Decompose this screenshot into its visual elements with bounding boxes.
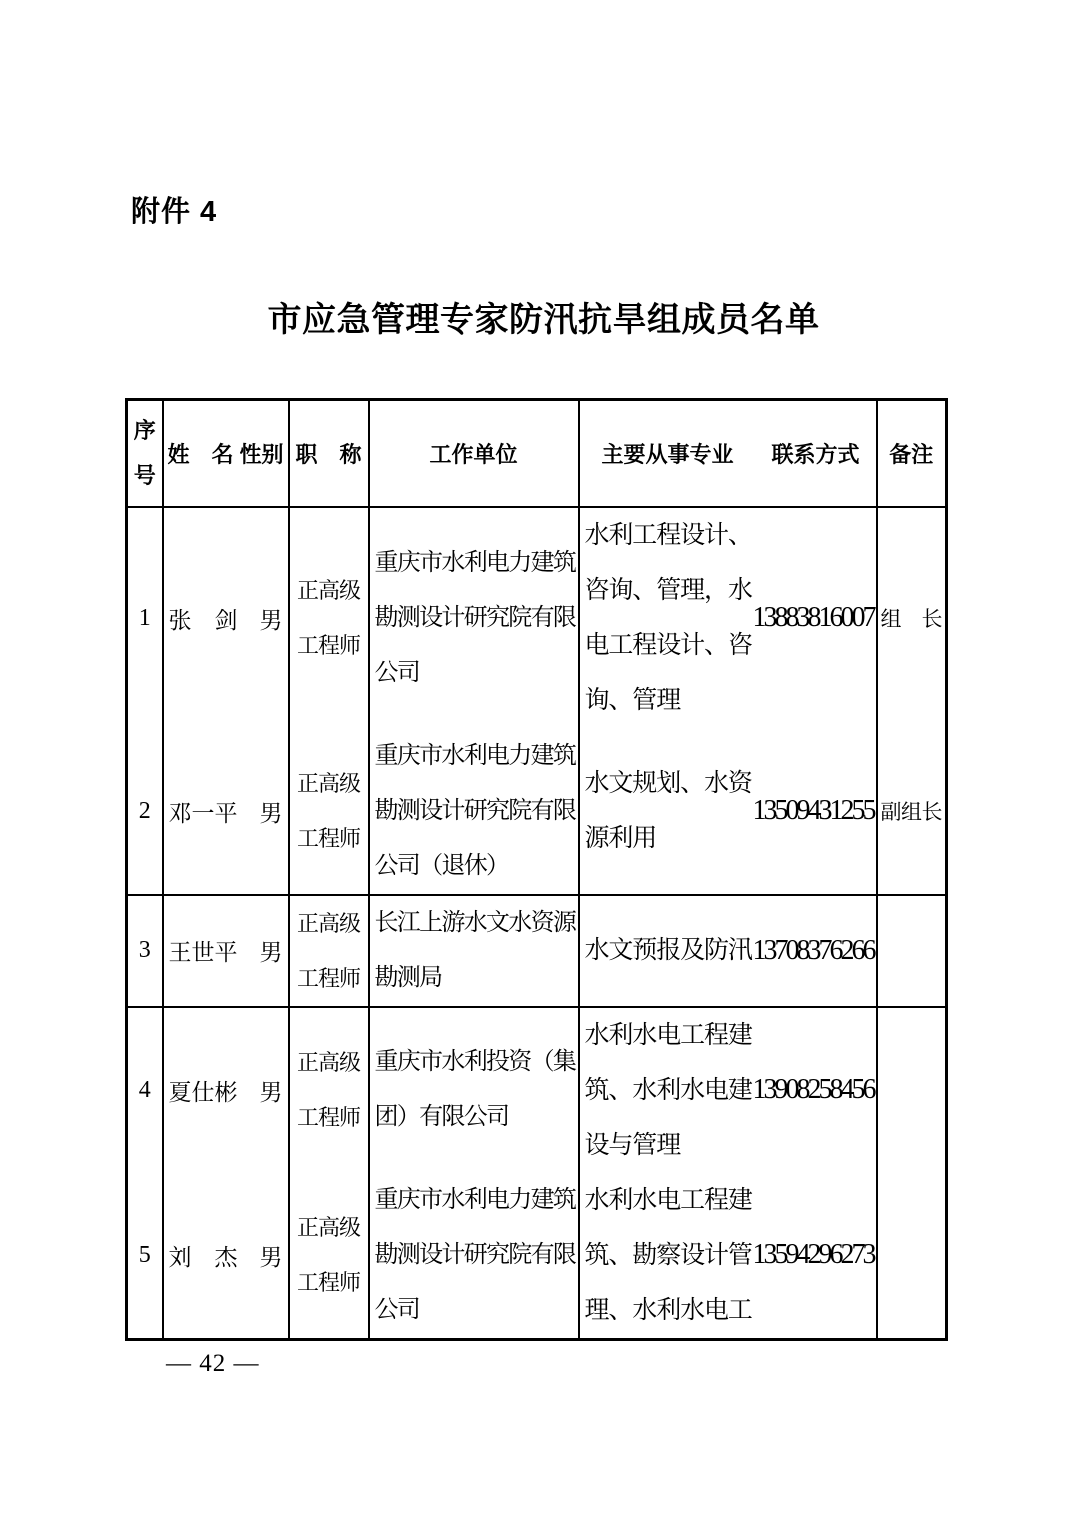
phone-number: 13594296273 xyxy=(752,1239,874,1270)
cell-name-gender xyxy=(163,507,289,729)
member-name: 王世平 xyxy=(168,940,238,965)
cell-index: 4 xyxy=(127,1007,163,1173)
cell-work-unit: 重庆市水利电力建筑勘测设计研究院有限公司 xyxy=(369,507,579,729)
cell-work-unit: 长江上游水文水资源勘测局 xyxy=(369,895,579,1007)
specialty-text: 水文预报及防汛 xyxy=(584,937,752,964)
header-remark: 备注 xyxy=(877,400,947,507)
specialty-text: 水利水电工程建筑、勘察设计管理、水利水电工 xyxy=(584,1186,752,1324)
member-gender: 男 xyxy=(259,800,283,826)
phone-number: 13908258456 xyxy=(752,1074,874,1105)
header-index xyxy=(127,400,163,507)
specialty-text: 水利水电工程建筑、水利水电建设与管理 xyxy=(584,1021,752,1159)
cell-job-title: 正高级 工程师 xyxy=(289,895,369,1007)
members-table xyxy=(125,398,948,1341)
cell-specialty-contact xyxy=(579,1007,877,1173)
document-title: 市应急管理专家防汛抗旱组成员名单 xyxy=(267,302,820,339)
table-row xyxy=(127,507,947,729)
table-row xyxy=(127,729,947,895)
cell-index: 5 xyxy=(127,1173,163,1340)
cell-work-unit: 重庆市水利电力建筑勘测设计研究院有限公司（退休） xyxy=(369,729,579,895)
cell-work-unit: 重庆市水利电力建筑勘测设计研究院有限公司 xyxy=(369,1173,579,1340)
cell-index: 3 xyxy=(127,895,163,1007)
member-name: 张 剑 xyxy=(168,607,238,633)
cell-job-title: 正高级 工程师 xyxy=(289,1007,369,1173)
header-name-gender: 姓 名 性别 xyxy=(163,400,289,507)
cell-remark: 副组长 xyxy=(877,729,947,895)
cell-job-title: 正高级 工程师 xyxy=(289,729,369,895)
cell-index: 1 xyxy=(127,507,163,729)
cell-specialty-contact xyxy=(579,507,877,729)
phone-number: 13708376266 xyxy=(752,934,874,966)
member-gender: 男 xyxy=(259,940,283,965)
header-specialty-contact xyxy=(579,400,877,507)
header-job-title: 职 称 xyxy=(289,400,369,507)
attachment-label: 附件 4 xyxy=(131,196,218,228)
cell-name-gender xyxy=(163,729,289,895)
cell-remark xyxy=(877,1007,947,1173)
table-row xyxy=(127,1173,947,1340)
member-gender: 男 xyxy=(259,1079,283,1105)
cell-name-gender xyxy=(163,1173,289,1340)
cell-name-gender xyxy=(163,895,289,1007)
member-name: 刘 杰 xyxy=(168,1244,238,1270)
footer-page-number: — 42 — xyxy=(166,1350,260,1377)
cell-specialty-contact xyxy=(579,729,877,895)
cell-work-unit: 重庆市水利投资（集团）有限公司 xyxy=(369,1007,579,1173)
header-work-unit: 工作单位 xyxy=(369,400,579,507)
cell-job-title: 正高级 工程师 xyxy=(289,507,369,729)
cell-job-title: 正高级 工程师 xyxy=(289,1173,369,1340)
header-contact: 联系方式 xyxy=(771,441,860,467)
header-index-bottom: 号 xyxy=(133,463,156,489)
member-gender: 男 xyxy=(259,607,283,633)
specialty-text: 水文规划、水资源利用 xyxy=(584,770,752,852)
cell-remark: 组 长 xyxy=(877,507,947,729)
member-name: 邓一平 xyxy=(168,800,238,826)
table-row xyxy=(127,895,947,1007)
phone-number: 13883816007 xyxy=(752,602,874,633)
table-header-row xyxy=(127,400,947,507)
cell-specialty-contact xyxy=(579,895,877,1007)
cell-remark xyxy=(877,895,947,1007)
cell-name-gender xyxy=(163,1007,289,1173)
member-name: 夏仕彬 xyxy=(168,1079,238,1105)
header-index-top: 序 xyxy=(133,418,156,444)
cell-remark xyxy=(877,1173,947,1340)
header-specialty: 主要从事专业 xyxy=(601,441,734,467)
cell-specialty-contact xyxy=(579,1173,877,1340)
cell-index: 2 xyxy=(127,729,163,895)
member-gender: 男 xyxy=(259,1244,283,1270)
phone-number: 13509431255 xyxy=(752,795,874,826)
table-row xyxy=(127,1007,947,1173)
specialty-text: 水利工程设计、咨询、管理，水电工程设计、咨询、管理 xyxy=(584,522,752,714)
